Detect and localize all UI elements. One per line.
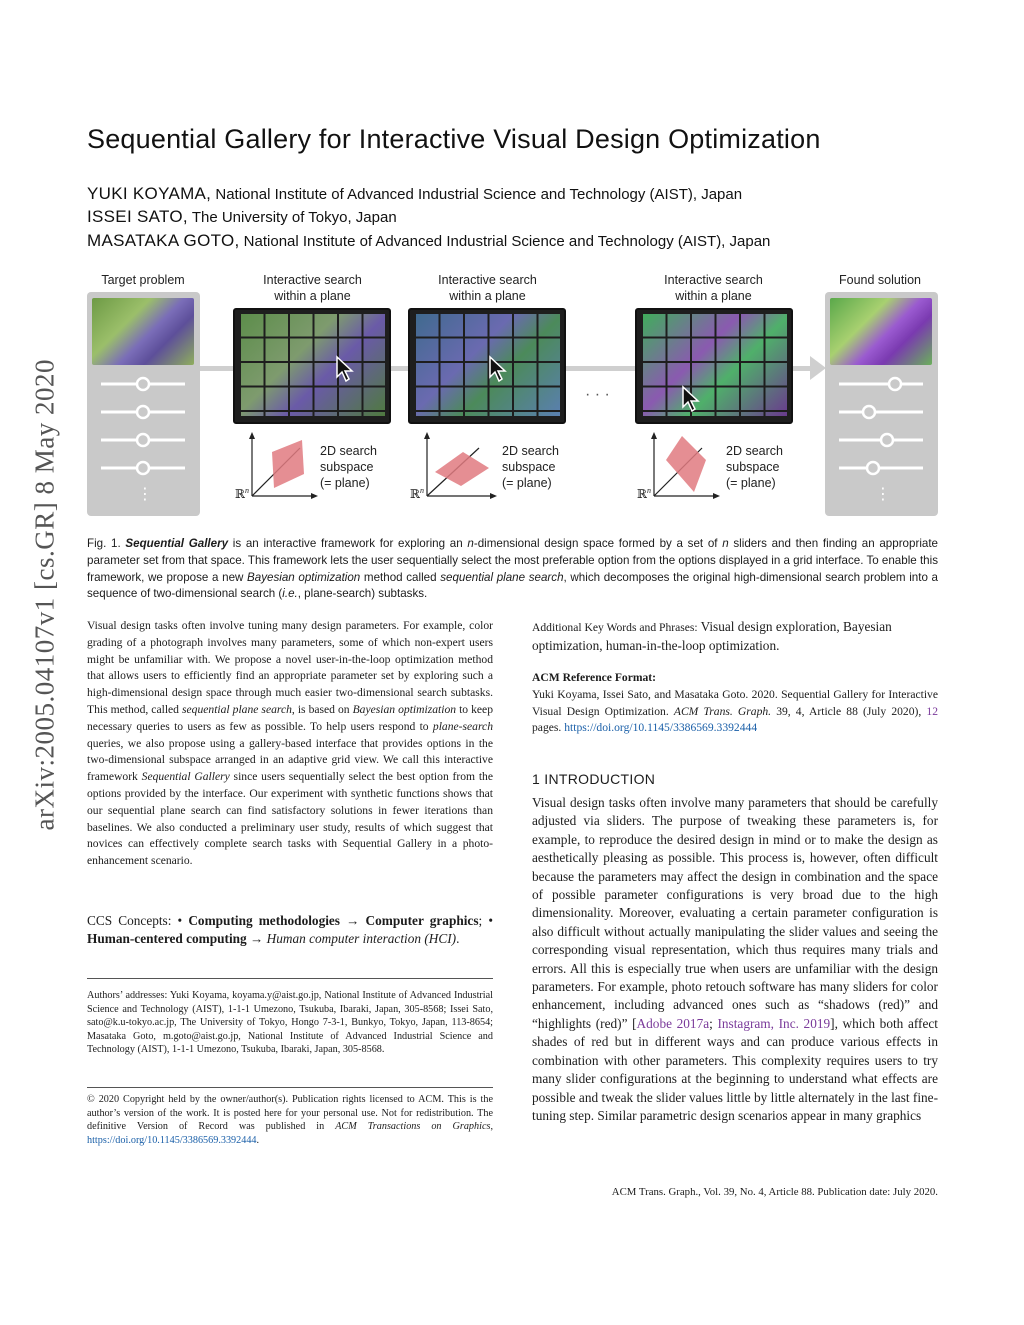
- more-sliders-icon: ⋮: [875, 486, 891, 503]
- label-line: subspace: [726, 460, 780, 474]
- author-line: [87, 231, 770, 251]
- label-search-1: [235, 272, 390, 304]
- copyright-end: .: [256, 1134, 260, 1146]
- subspace-label-3: [726, 443, 783, 491]
- author-name: YUKI KOYAMA,: [87, 184, 212, 203]
- author-affiliation: The University of Tokyo, Japan: [187, 209, 397, 226]
- label-line: (= plane): [726, 476, 776, 490]
- gallery-screen-2: [408, 308, 566, 424]
- abstract-text: , is based on: [291, 702, 353, 716]
- rn-label: ℝ$^n$: [410, 486, 424, 501]
- ellipsis: · · ·: [585, 386, 610, 403]
- keywords: [532, 618, 938, 657]
- copyright-doi-link[interactable]: https://doi.org/10.1145/3386569.3392444: [87, 1134, 257, 1146]
- paper-title: Sequential Gallery for Interactive Visual Design Optimization: [87, 124, 821, 154]
- cursor-icon: [488, 355, 510, 383]
- caption-var: n: [722, 537, 729, 550]
- search-plane: [272, 440, 304, 488]
- gallery-screen-3: [635, 308, 793, 424]
- reference-pages[interactable]: 12: [926, 704, 938, 718]
- label-line: subspace: [320, 460, 374, 474]
- label-line: within a plane: [274, 289, 351, 303]
- label-line: within a plane: [675, 289, 752, 303]
- gallery-screen-1: [233, 308, 391, 424]
- author-name: MASATAKA GOTO,: [87, 231, 240, 250]
- caption-text: method called: [360, 570, 441, 584]
- page-footer: ACM Trans. Graph., Vol. 39, No. 4, Article 88. Publication date: July 2020.: [611, 1186, 938, 1198]
- arxiv-stamp: arXiv:2005.04107v1 [cs.GR] 8 May 2020: [29, 359, 60, 831]
- introduction-text: [532, 794, 938, 1125]
- rn-label: ℝ$^n$: [637, 486, 651, 501]
- rn-symbol: ℝ: [410, 487, 420, 501]
- slider[interactable]: [839, 378, 923, 390]
- intro-text: ;: [709, 1015, 718, 1031]
- rn-symbol: ℝ: [235, 487, 245, 501]
- abstract-emph: Bayesian optimization: [352, 702, 457, 716]
- caption-emph: Bayesian optimization: [247, 570, 361, 584]
- ccs-concept: Human computer interaction (HCI): [266, 931, 457, 947]
- slider[interactable]: [839, 406, 923, 418]
- caption-text: , plane-search) subtasks.: [297, 587, 428, 601]
- slider-stack: [835, 374, 927, 484]
- ccs-label: CCS Concepts: •: [87, 913, 189, 928]
- section-heading-introduction: 1 INTRODUCTION: [532, 771, 656, 787]
- subspace-label-1: [320, 443, 377, 491]
- label-line: Interactive search: [664, 273, 763, 287]
- ccs-arrow: →: [246, 931, 267, 947]
- copyright-venue: ACM Transactions on Graphics: [335, 1121, 491, 1133]
- author-affiliation: National Institute of Advanced Industrial Science and Technology (AIST), Japan: [211, 186, 743, 203]
- caption-var: n: [467, 537, 474, 550]
- caption-prefix: Fig. 1.: [87, 537, 121, 550]
- label-target-problem: Target problem: [101, 273, 185, 287]
- abstract-text: since users sequentially select the best option from the options provided by the interface. Our experiment with synthetic functions shows that our sequential plane search can find satisfactory solutions in fewer iterations than baselines. We also conducted a preliminary user study, results of which suggest that novices can effectively complete search tasks with Sequential Gallery in a photo-enhancement scenario.: [87, 770, 493, 868]
- caption-text: is an interactive framework for exploring an: [228, 537, 468, 550]
- caption-text: , which decomposes the original high-dimensional search problem into a sequence of two-dimensional search (: [87, 570, 939, 601]
- author-line: [87, 207, 397, 227]
- label-line: within a plane: [449, 289, 526, 303]
- ccs-concepts: [87, 912, 493, 949]
- cursor-icon: [335, 355, 357, 383]
- label-line: subspace: [502, 460, 556, 474]
- author-line: [87, 184, 742, 204]
- abstract-text: Visual design tasks often involve tuning many design parameters. For example, color grading of a photograph involves many parameters, some of which non-expert users might be unfamiliar with. We propose a novel user-in-the-loop optimization method that allows users to efficiently find an appropriate parameter set by exploring such a high-dimensional design space through much easier two-dimensional search subtasks. This method, called: [87, 619, 493, 716]
- ccs-sep: ; •: [478, 913, 493, 928]
- author-addresses: Authors’ addresses: Yuki Koyama, koyama.y@aist.go.jp, National Institute of Advanced Industrial Science and Technology (AIST), 1-1-1 Umezono, Tsukuba, Ibaraki, Japan, 305-8568; Issei Sato, sato@k.u-tokyo.ac.jp, The University of Tokyo, Hongo 7-3-1, Bunkyo, Tokyo, Japan, 113-8654; Masataka Goto, m.goto@aist.go.jp, National Institute of Advanced Industrial Science and Technology (AIST), 1-1-1 Umezono, Tsukuba, Ibaraki, Japan, 305-8568.: [87, 990, 493, 1056]
- rn-symbol: ℝ: [637, 487, 647, 501]
- ccs-end: .: [456, 931, 460, 947]
- slider-stack: [97, 374, 189, 484]
- ccs-concept: Computing methodologies → Computer graphics: [188, 913, 479, 928]
- footnote-rule: [87, 1087, 493, 1088]
- citation-link[interactable]: Instagram, Inc. 2019: [717, 1015, 831, 1031]
- label-line: (= plane): [320, 476, 370, 490]
- abstract-emph: Sequential Gallery: [141, 770, 230, 784]
- cursor-icon: [681, 385, 703, 413]
- intro-text: Visual design tasks often involve many parameters that should be carefully adjusted via sliders. The purpose of tweaking these parameters is, for example, to reproduce the desired design in mind or to make the design as aesthetically pleasing as possible. This process is, however, often difficult because the parameters may affect the design in combination and the space of possible parameter configurations is very broad due to the high dimensionality. Moreover, evaluating a certain parameter configuration is also difficult without actually manipulating the slider values and seeing the corresponding visual representation, which thus requires many trials and errors. All this is especially true when users are unfamiliar with the design parameters. For example, photo retouch software has many sliders for color enhancement, including advanced ones such as “shadows (red)” and “highlights (red)” [: [532, 795, 938, 1031]
- label-search-3: [636, 272, 791, 304]
- label-search-2: [410, 272, 565, 304]
- option-grid[interactable]: [414, 314, 560, 416]
- reference-text: Yuki Koyama, Issei Sato, and Masataka Goto. 2020. Sequential Gallery for Interactive Visual Design Optimization.: [532, 687, 938, 718]
- label-line: 2D search: [726, 444, 783, 458]
- figure-caption: [87, 536, 938, 603]
- slider[interactable]: [101, 434, 185, 446]
- reference-text: 39, 4, Article 88 (July 2020),: [771, 704, 927, 718]
- caption-framework-name: Sequential Gallery: [125, 537, 229, 550]
- label-found-solution: Found solution: [838, 273, 921, 287]
- author-affiliation: National Institute of Advanced Industrial Science and Technology (AIST), Japan: [239, 233, 771, 250]
- author-name: ISSEI SATO,: [87, 207, 188, 226]
- slider[interactable]: [839, 434, 923, 446]
- label-line: Interactive search: [263, 273, 362, 287]
- slider[interactable]: [839, 462, 923, 474]
- reference-doi-link[interactable]: https://doi.org/10.1145/3386569.3392444: [564, 721, 758, 735]
- keywords-label: Additional Key Words and Phrases:: [532, 621, 701, 634]
- label-line: 2D search: [502, 444, 559, 458]
- flower-photo-original: [92, 298, 194, 365]
- subspace-label-2: [502, 443, 559, 491]
- abstract-emph: plane-search: [432, 719, 493, 733]
- slider[interactable]: [101, 406, 185, 418]
- caption-emph: sequential plane search: [440, 570, 564, 584]
- slider[interactable]: [101, 378, 185, 390]
- ccs-concept: Human-centered computing: [87, 931, 247, 947]
- more-sliders-icon: ⋮: [137, 486, 153, 503]
- arrow-head-shape: [810, 356, 826, 380]
- caption-emph: i.e.: [282, 587, 298, 601]
- acm-reference: [532, 670, 938, 737]
- caption-text: sliders and then finding an appropriate parameter set from that space. This framework lets the user sequentially select the most preferable option from the options displayed in a grid interface. To enable this framework, we propose a new: [87, 537, 939, 584]
- slider[interactable]: [101, 462, 185, 474]
- intro-text: ], which both affect shades of red but in different ways and can produce various effects in combination with other parameters. This complexity requires users to try many slider configurations at the beginning to understand what effects are possible and tweak the slider values little by little alternately in the last fine-tuning step. Similar parametric design scenarios appear in many graphics: [532, 1015, 938, 1123]
- copyright-text: © 2020 Copyright held by the owner/author(s). Publication rights licensed to ACM. This is the author’s version of the work. It is posted here for your personal use. Not for redistribution. The definitive Version of Record was published in: [87, 1094, 493, 1133]
- reference-label: ACM Reference Format:: [532, 671, 657, 684]
- rn-label: ℝ$^n$: [235, 486, 249, 501]
- copyright-sep: ,: [490, 1121, 493, 1133]
- keywords-text: Visual design exploration, Bayesian optimization, human-in-the-loop optimization.: [532, 619, 892, 654]
- reference-text: pages.: [532, 721, 565, 735]
- search-plane: [666, 436, 706, 492]
- abstract-emph: sequential plane search: [182, 702, 292, 716]
- found-solution-panel: [825, 292, 938, 516]
- target-problem-panel: [87, 292, 200, 516]
- abstract: [87, 618, 493, 870]
- caption-text: -dimensional design space formed by a set of: [473, 537, 723, 550]
- copyright-notice: [87, 1093, 493, 1147]
- option-grid[interactable]: [641, 314, 787, 416]
- figure-1: [80, 268, 950, 526]
- progress-arrow-head: [810, 356, 826, 380]
- citation-link[interactable]: Adobe 2017a: [636, 1015, 710, 1031]
- option-grid[interactable]: [239, 314, 385, 416]
- abstract-text: queries, we also propose using a gallery-based interface that provides options in the two-dimensional subspace arranged in an adaptive grid view. We call this interactive framework: [87, 736, 493, 784]
- reference-journal: ACM Trans. Graph.: [673, 704, 772, 718]
- label-line: 2D search: [320, 444, 377, 458]
- abstract-text: to keep necessary queries to users as few as possible. To help users respond to: [87, 702, 493, 733]
- label-line: (= plane): [502, 476, 552, 490]
- footnote-rule: [87, 978, 493, 979]
- label-line: Interactive search: [438, 273, 537, 287]
- flower-photo-enhanced: [830, 298, 932, 365]
